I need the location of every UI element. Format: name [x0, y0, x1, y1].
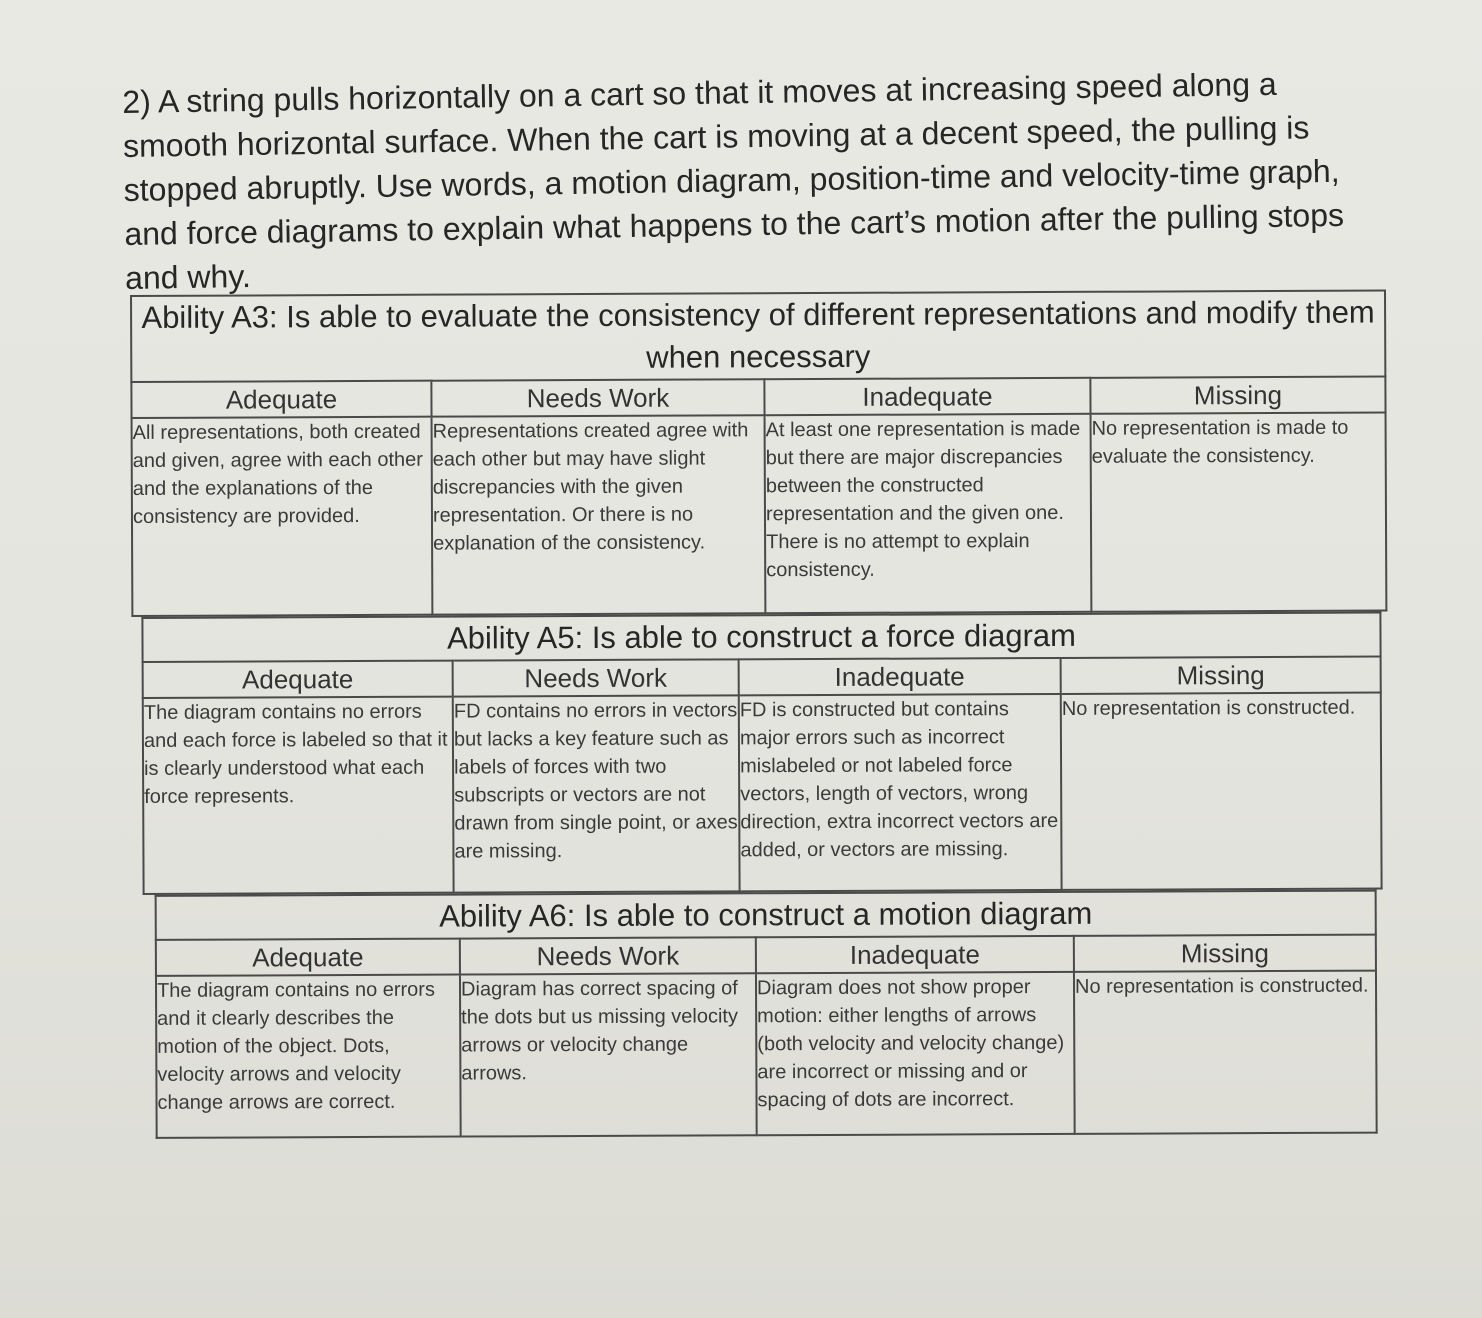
level-description-needs-work: FD contains no errors in vectors but lacks a key feature such as labels of forces with two subscripts or vectors are not drawn from single point, or axes are missing.	[453, 695, 740, 892]
rubric-ability-a6	[155, 890, 1378, 1139]
level-description-missing: No representation is constructed.	[1074, 971, 1377, 1134]
level-header-needs-work: Needs Work	[431, 379, 764, 416]
level-header-missing: Missing	[1061, 657, 1381, 694]
level-header-needs-work: Needs Work	[453, 659, 739, 696]
level-description-adequate: The diagram contains no errors and it clearly describes the motion of the object. Dots, velocity arrows and velocity change arrows are correct.	[156, 975, 461, 1138]
level-description-needs-work: Diagram has correct spacing of the dots but us missing velocity arrows or velocity change arrows.	[460, 973, 757, 1136]
level-description-inadequate: At least one representation is made but there are major discrepancies between the constructed representation and the given one. There is no attempt to explain consistency.	[765, 414, 1092, 613]
level-description-missing: No representation is constructed.	[1061, 693, 1382, 890]
level-header-adequate: Adequate	[131, 381, 431, 418]
rubric-ability-a3	[130, 290, 1387, 617]
question-text: 2) A string pulls horizontally on a cart so that it moves at increasing speed along a smooth horizontal surface. When the cart is moving at a decent speed, the pulling is stopped abruptly. Use words, a motion diagram, position-time and velocity-time graph, and force diagrams to explain what happens to the cart’s motion after the pulling stops and why.	[122, 65, 1345, 296]
level-description-missing: No representation is made to evaluate the consistency.	[1091, 413, 1387, 612]
level-header-adequate: Adequate	[156, 939, 460, 976]
level-header-adequate: Adequate	[143, 661, 453, 698]
level-description-inadequate: FD is constructed but contains major errors such as incorrect mislabeled or not labeled force vectors, length of vectors, wrong direction, extra incorrect vectors are added, or vectors are missing.	[739, 694, 1062, 891]
level-description-inadequate: Diagram does not show proper motion: either lengths of arrows (both velocity and velocity change) are incorrect or missing and or spacing of dots are incorrect.	[756, 972, 1075, 1135]
ability-title: Ability A5: Is able to construct a force diagram	[142, 613, 1380, 662]
level-header-missing: Missing	[1074, 935, 1376, 972]
level-header-missing: Missing	[1090, 377, 1385, 414]
level-description-adequate: The diagram contains no errors and each force is labeled so that it is clearly understood what each force represents.	[143, 697, 454, 894]
rubric-ability-a5	[141, 612, 1382, 895]
level-description-needs-work: Representations created agree with each other but may have slight discrepancies with the given representation. Or there is no explanation of the consistency.	[432, 415, 766, 614]
level-header-inadequate: Inadequate	[756, 936, 1074, 973]
ability-title: Ability A3: Is able to evaluate the consistency of different representations and modify them when necessary	[131, 291, 1385, 382]
level-header-inadequate: Inadequate	[764, 378, 1090, 415]
level-description-adequate: All representations, both created and given, agree with each other and the explanations of the consistency are provided.	[132, 417, 433, 616]
level-header-needs-work: Needs Work	[460, 937, 756, 974]
rubric	[130, 290, 1384, 1139]
level-header-inadequate: Inadequate	[739, 658, 1061, 695]
ability-title: Ability A6: Is able to construct a motion diagram	[156, 891, 1376, 940]
